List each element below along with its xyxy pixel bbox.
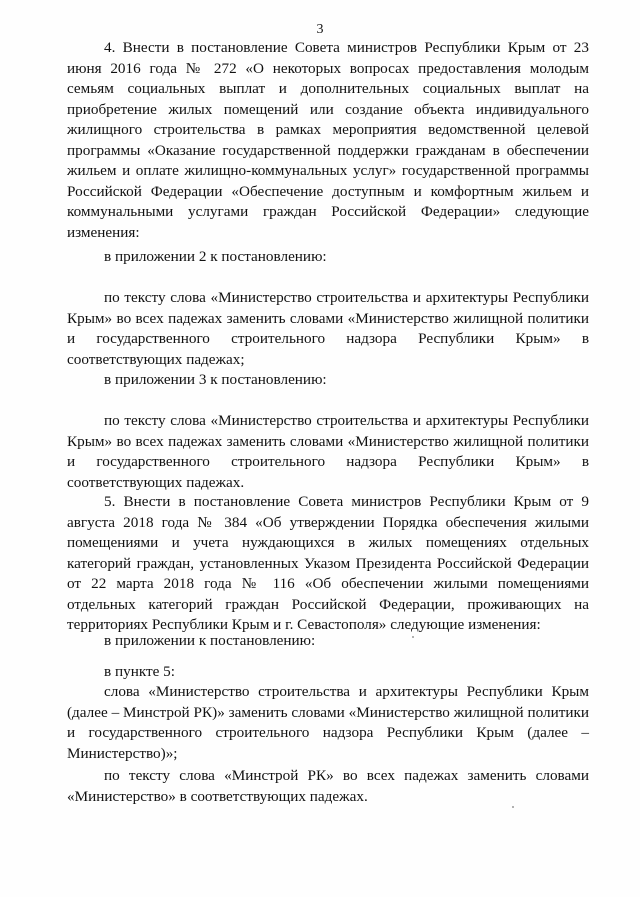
paragraph-minstroy-change: по тексту слова «Минстрой РК» во всех падежах заменить словами «Министерство» в соответствующих падежах. xyxy=(67,767,589,805)
paragraph-point-5: в пункте 5: xyxy=(104,663,175,680)
scan-speck xyxy=(412,636,414,638)
paragraph-appendix: в приложении к постановлению: xyxy=(104,632,316,649)
paragraph-appendix-2-change: по тексту слова «Министерство строительства и архитектуры Республики Крым» во всех падежах заменить словами «Министерство жилищной политики и государственного строительного надзора Республики Крым» в соответствующих падежах; xyxy=(67,289,589,368)
paragraph-appendix-3-change: по тексту слова «Министерство строительства и архитектуры Республики Крым» во всех падежах заменить словами «Министерство жилищной политики и государственного строительного надзора Республики Крым» в соответствующих падежах. xyxy=(67,412,589,491)
scan-speck xyxy=(512,806,514,808)
paragraph-appendix-3: в приложении 3 к постановлению: xyxy=(104,371,327,388)
page-number: 3 xyxy=(316,22,324,37)
paragraph-item-5: 5. Внести в постановление Совета министров Республики Крым от 9 августа 2018 года № 384 «Об утверждении Порядка обеспечения жилыми помещениями и учета нуждающихся в жилых помещениях отдельных категорий граждан, установленных Указом Президента Российской Федерации от 22 марта 2018 года № 116 «Об обеспечении жилыми помещениями отдельных категорий граждан Российской Федерации, проживающих на территориях Республики Крым и г. Севастополя» следующие изменения: xyxy=(67,493,589,633)
paragraph-appendix-2: в приложении 2 к постановлению: xyxy=(104,248,327,265)
paragraph-item-4: 4. Внести в постановление Совета министров Республики Крым от 23 июня 2016 года № 272 «О некоторых вопросах предоставления молодым семьям социальных выплат и дополнительных социальных выплат на приобретение жилых помещений или создание объекта индивидуального жилищного строительства в рамках мероприятия ведомственной целевой программы «Оказание государственной поддержки гражданам в обеспечении жильем и оплате жилищно-коммунальных услуг» государственной программы Российской Федерации «Обеспечение доступным и комфортным жильем и коммунальными услугами граждан Российской Федерации» следующие изменения: xyxy=(67,39,589,241)
paragraph-point-5-change: слова «Министерство строительства и архитектуры Республики Крым (далее – Минстрой РК)» заменить словами «Министерство жилищной политики и государственного строительного надзора Республики Крым (далее – Министерство)»; xyxy=(67,683,589,762)
